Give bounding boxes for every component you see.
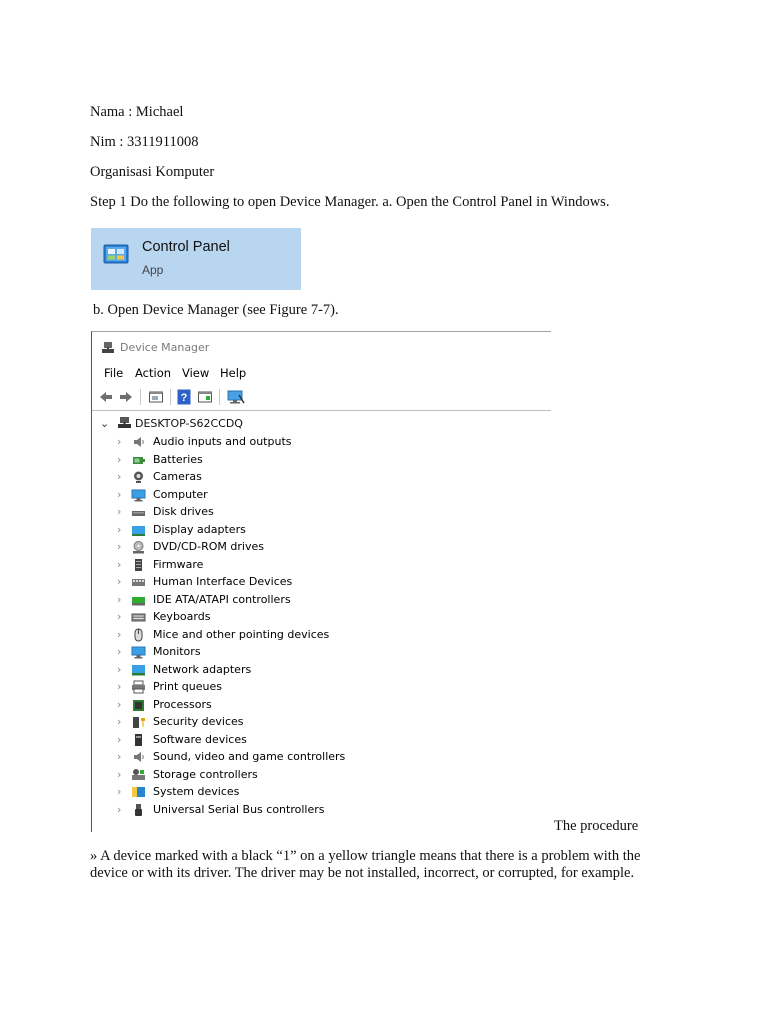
warning-note-line-2: device or with its driver. The driver may be not installed, incorrect, or corrupted, for example. — [90, 865, 635, 881]
chevron-right-icon[interactable]: › — [117, 557, 122, 571]
tree-category-label: System devices — [153, 785, 240, 798]
toolbar-separator — [140, 389, 141, 405]
menu-view[interactable]: View — [182, 366, 210, 380]
computer-name: DESKTOP-S62CCDQ — [135, 417, 243, 430]
tree-category-label: Audio inputs and outputs — [153, 435, 292, 448]
tree-category-label: Processors — [153, 697, 212, 711]
tree-category-label: IDE ATA/ATAPI controllers — [153, 592, 291, 606]
tree-category-label: Computer — [153, 487, 208, 501]
control-panel-search-result[interactable] — [91, 228, 301, 290]
chevron-right-icon[interactable]: › — [117, 697, 122, 711]
tree-category-label: Security devices — [153, 715, 244, 728]
toolbar — [92, 384, 551, 411]
update-driver-icon[interactable] — [197, 389, 213, 405]
tree-category-label: Firmware — [153, 557, 204, 571]
monitor-icon — [131, 645, 146, 659]
ide-controller-icon — [131, 593, 146, 607]
device-manager-icon — [101, 341, 115, 355]
step-1b-instruction: b. Open Device Manager (see Figure 7-7). — [93, 302, 339, 318]
monitor-icon — [131, 488, 146, 502]
chevron-right-icon[interactable]: › — [117, 680, 122, 693]
network-adapter-icon — [131, 663, 146, 677]
tree-category-label: Human Interface Devices — [153, 575, 293, 588]
device-manager-window — [91, 331, 551, 832]
hid-icon — [131, 575, 146, 589]
dvd-icon — [131, 540, 146, 554]
disk-drive-icon — [131, 505, 146, 519]
warning-note-line-1: » A device marked with a black “1” on a yellow triangle means that there is a problem with the — [90, 848, 641, 864]
chevron-right-icon[interactable]: › — [117, 715, 122, 728]
mouse-icon — [131, 628, 146, 642]
control-panel-subtitle: App — [142, 263, 164, 277]
tree-category-label: Keyboards — [153, 610, 211, 623]
student-nim: Nim : 3311911008 — [90, 134, 199, 150]
processor-icon — [131, 698, 146, 712]
tree-category-label: Print queues — [153, 680, 222, 693]
tree-category-label: Sound, video and game controllers — [153, 750, 346, 763]
menu-bar — [92, 362, 551, 382]
chevron-right-icon[interactable]: › — [117, 645, 122, 658]
tree-category-label: Display adapters — [153, 522, 246, 536]
scan-hardware-icon[interactable] — [227, 389, 245, 405]
student-name: Nama : Michael — [90, 104, 184, 120]
camera-icon — [131, 470, 146, 484]
chevron-right-icon[interactable]: › — [117, 610, 122, 623]
course-title: Organisasi Komputer — [90, 164, 215, 180]
printer-icon — [131, 680, 146, 694]
chevron-right-icon[interactable]: › — [117, 767, 122, 781]
tree-category-label: Cameras — [153, 470, 202, 483]
back-arrow-icon[interactable] — [98, 389, 114, 405]
tree-category-label: Storage controllers — [153, 767, 258, 781]
help-icon[interactable] — [177, 389, 191, 405]
step-1-instruction: Step 1 Do the following to open Device Manager. a. Open the Control Panel in Windows. — [90, 194, 610, 210]
chevron-right-icon[interactable]: › — [117, 592, 122, 606]
firmware-icon — [131, 558, 146, 572]
tree-category-label: Batteries — [153, 452, 203, 466]
tree-category-label: Disk drives — [153, 505, 214, 518]
tree-category-label: Monitors — [153, 645, 201, 658]
chevron-right-icon[interactable]: › — [117, 732, 122, 746]
software-device-icon — [131, 733, 146, 747]
chevron-right-icon[interactable]: › — [117, 435, 122, 448]
tree-category-label: Mice and other pointing devices — [153, 627, 330, 641]
computer-tree-icon — [117, 416, 132, 430]
chevron-right-icon[interactable]: › — [117, 505, 122, 518]
device-manager-titlebar — [92, 332, 551, 362]
storage-controller-icon — [131, 768, 146, 782]
chevron-right-icon[interactable]: › — [117, 662, 122, 676]
speaker-icon — [131, 435, 146, 449]
menu-action[interactable]: Action — [135, 366, 172, 380]
control-panel-title: Control Panel — [142, 239, 230, 255]
sound-icon — [131, 750, 146, 764]
chevron-down-icon[interactable]: ⌄ — [100, 417, 110, 430]
warning-note — [90, 848, 690, 882]
system-devices-icon — [131, 785, 146, 799]
tree-category-label: DVD/CD-ROM drives — [153, 540, 264, 553]
toolbar-separator — [170, 389, 171, 405]
chevron-right-icon[interactable]: › — [117, 750, 122, 763]
tree-category-label: Software devices — [153, 732, 247, 746]
keyboard-icon — [131, 610, 146, 624]
chevron-right-icon[interactable]: › — [117, 522, 122, 536]
svg-text:?: ? — [180, 392, 188, 404]
security-device-icon — [131, 715, 146, 729]
chevron-right-icon[interactable]: › — [117, 540, 122, 553]
display-adapter-icon — [131, 523, 146, 537]
chevron-right-icon[interactable]: › — [117, 452, 122, 466]
chevron-right-icon[interactable]: › — [117, 785, 122, 798]
properties-icon[interactable] — [148, 389, 164, 405]
forward-arrow-icon[interactable] — [118, 389, 134, 405]
menu-file[interactable]: File — [104, 366, 124, 380]
chevron-right-icon[interactable]: › — [117, 470, 122, 483]
battery-icon — [131, 453, 146, 467]
chevron-right-icon[interactable]: › — [117, 627, 122, 641]
menu-help[interactable]: Help — [220, 366, 247, 380]
chevron-right-icon[interactable]: › — [117, 575, 122, 588]
chevron-right-icon[interactable]: › — [117, 802, 122, 816]
tree-category-label: Universal Serial Bus controllers — [153, 802, 325, 816]
procedure-label: The procedure — [554, 818, 639, 834]
chevron-right-icon[interactable]: › — [117, 487, 122, 501]
usb-icon — [131, 803, 146, 817]
control-panel-icon — [103, 243, 129, 265]
tree-category-label: Network adapters — [153, 662, 252, 676]
device-manager-title: Device Manager — [120, 341, 210, 354]
toolbar-separator — [219, 389, 220, 405]
